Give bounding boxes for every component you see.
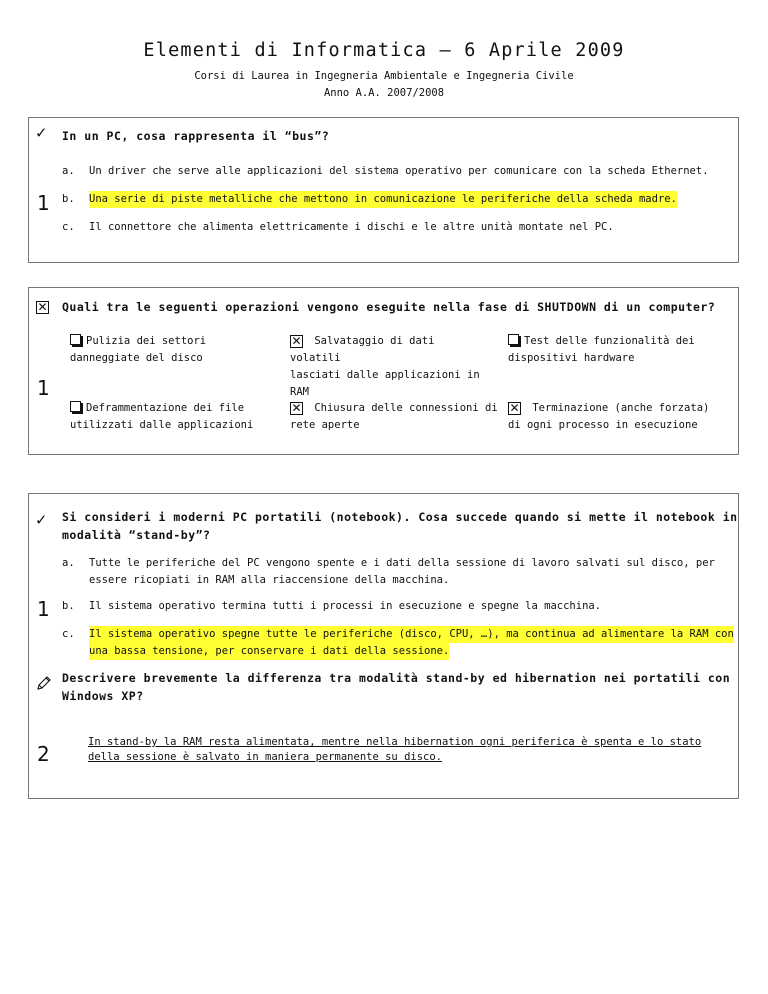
pencil-icon [36,675,52,691]
shutdown-option: ✕ Salvataggio di dati volatili lasciati dalle applicazioni in RAM [290,334,480,398]
shutdown-option: Pulizia dei settori danneggiate del disco [70,335,207,364]
answer-text: In stand-by la RAM resta alimentata, mentre nella hibernation ogni periferica è spenta e lo stato della sessione è salvato in maniera permanente su disco. [88,736,702,763]
question-3-text-line1: Si consideri i moderni PC portatili (notebook). Cosa succede quando si mette il notebook in [62,510,738,524]
question-1-score: 1 [37,191,50,215]
question-3-text-line2: modalità “stand-by”? [62,528,211,542]
checked-x-icon: ✕ [509,401,520,415]
question-2-text: Quali tra le seguenti operazioni vengono eseguite nella fase di SHUTDOWN di un computer? [62,300,716,314]
option-text: Il connettore che alimenta elettricamente i dischi e le altre unità montate nel PC. [89,221,614,233]
course-subtitle: Corsi di Laurea in Ingegneria Ambientale e Ingegneria Civile [194,70,574,82]
shutdown-option: ✕ Chiusura delle connessioni di rete aperte [290,401,498,431]
option-letter: c. [62,221,75,233]
page-title: Elementi di Informatica – 6 Aprile 2009 [143,40,625,61]
option-letter: b. [62,193,75,205]
question-4-score: 2 [37,742,50,766]
option-letter: a. [62,165,75,177]
question-4-text-line2: Windows XP? [62,689,144,703]
question-4-text-line1: Descrivere brevemente la differenza tra modalità stand-by ed hibernation nei portatili con [62,671,731,685]
unchecked-box-icon [508,334,519,345]
checked-x-icon: ✕ [291,334,302,348]
question-1-text: In un PC, cosa rappresenta il “bus”? [62,129,330,143]
correct-check-icon: ✓ [36,123,47,143]
question-2-score: 1 [37,376,50,400]
option-text-highlighted: Una serie di piste metalliche che mettono in comunicazione le periferiche della scheda madre. [89,191,677,208]
correct-check-icon: ✓ [36,510,47,530]
wrong-x-icon: ✕ [37,300,48,314]
unchecked-box-icon [70,334,81,345]
shutdown-option: Test delle funzionalità dei dispositivi hardware [508,335,695,364]
unchecked-box-icon [70,401,81,412]
checked-x-icon: ✕ [291,401,302,415]
shutdown-option: ✕ Terminazione (anche forzata) di ogni processo in esecuzione [508,401,710,431]
question-3-score: 1 [37,597,50,621]
shutdown-option: Deframmentazione dei file utilizzati dalle applicazioni [70,402,254,431]
option-text: Un driver che serve alle applicazioni del sistema operativo per comunicare con la scheda Ethernet. [89,165,709,177]
academic-year: Anno A.A. 2007/2008 [323,87,445,99]
